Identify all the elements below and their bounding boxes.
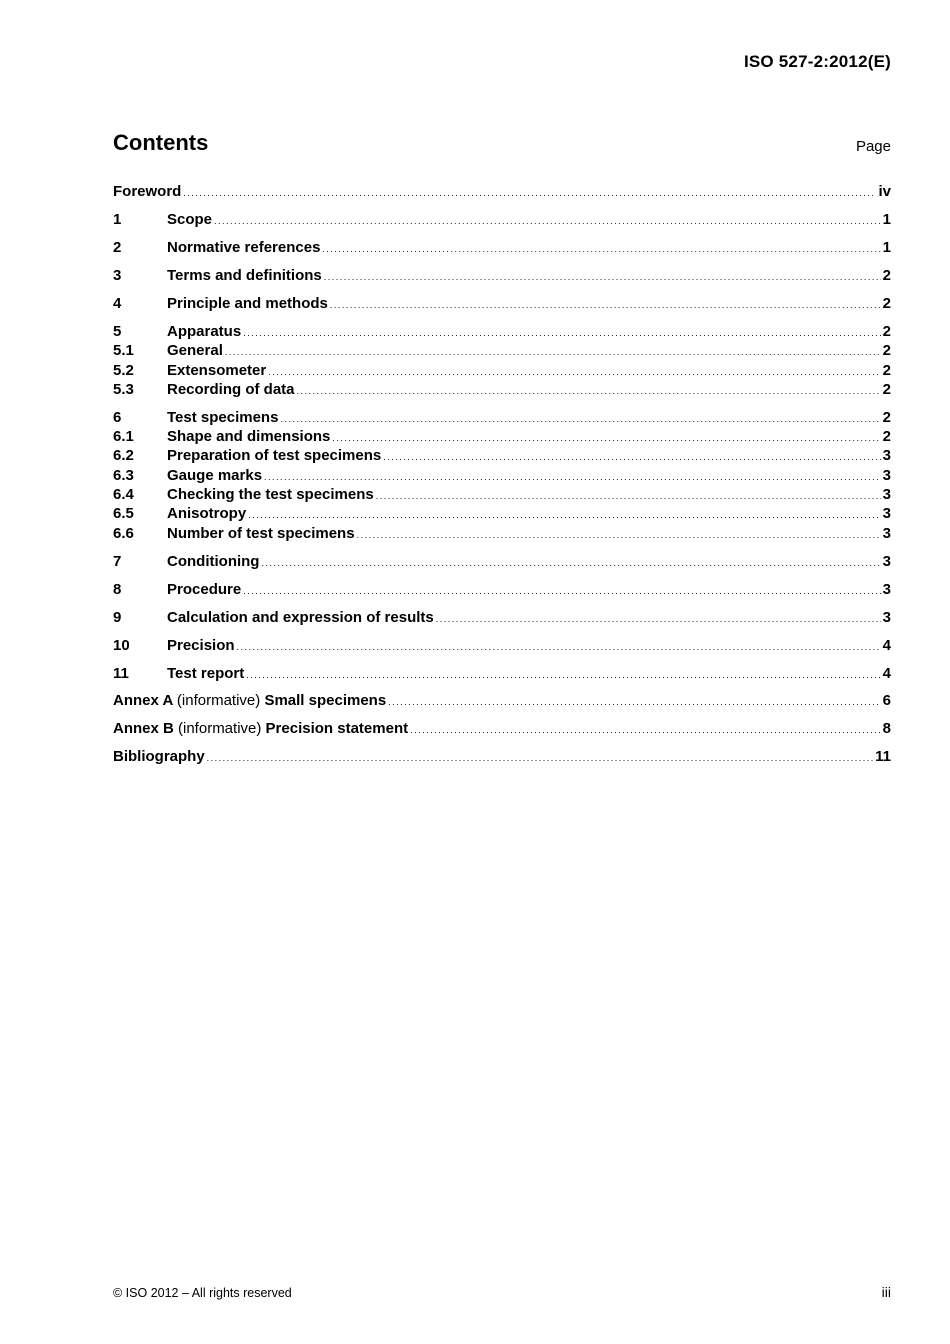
toc-number: 5.3 — [113, 380, 134, 398]
toc-page: 3 — [882, 447, 891, 465]
toc-title: Checking the test specimens — [167, 485, 374, 503]
toc-number: 5 — [113, 322, 122, 340]
toc-number: 6 — [113, 408, 122, 426]
dot-leader — [243, 324, 880, 343]
toc-title — [113, 719, 408, 738]
dot-leader — [388, 693, 880, 712]
dot-leader — [357, 526, 881, 545]
toc-page: 1 — [882, 238, 891, 256]
dot-leader — [280, 410, 880, 429]
toc-entry-normative-references[interactable] — [113, 238, 891, 257]
toc-page: 2 — [882, 361, 891, 379]
dot-leader — [183, 184, 876, 203]
toc-number: 10 — [113, 636, 130, 654]
toc-page: iv — [878, 183, 891, 200]
toc-entry-extensometer[interactable] — [113, 361, 891, 380]
dot-leader — [261, 554, 880, 573]
toc-page: 3 — [882, 608, 891, 626]
toc-page: 2 — [882, 408, 891, 426]
dot-leader — [207, 749, 873, 768]
dot-leader — [332, 429, 880, 448]
toc-title: Extensometer — [167, 361, 267, 379]
toc-entry-gauge-marks[interactable] — [113, 466, 891, 485]
toc-title: Procedure — [167, 580, 242, 598]
toc-title: Test report — [167, 664, 245, 682]
toc-entry-scope[interactable] — [113, 210, 891, 229]
toc-title: Recording of data — [167, 380, 295, 398]
toc-number: 1 — [113, 210, 122, 228]
dot-leader — [243, 582, 880, 601]
toc-page: 1 — [882, 210, 891, 228]
toc-number: 8 — [113, 580, 122, 598]
footer-copyright: © ISO 2012 – All rights reserved — [113, 1286, 292, 1300]
toc-page: 8 — [882, 720, 891, 738]
toc-title: Terms and definitions — [167, 266, 322, 284]
toc-number: 7 — [113, 552, 122, 570]
toc-entry-test-specimens[interactable] — [113, 408, 891, 427]
toc-title — [113, 691, 386, 710]
dot-leader — [322, 240, 880, 259]
toc-page: 2 — [882, 322, 891, 340]
toc-number: 5.2 — [113, 361, 134, 379]
dot-leader — [376, 487, 881, 506]
toc-title: General — [167, 342, 223, 360]
toc-title: Test specimens — [167, 408, 279, 426]
toc-entry-bibliography[interactable] — [113, 747, 891, 766]
dot-leader — [324, 268, 881, 287]
toc-title: Apparatus — [167, 322, 242, 340]
toc-title: Shape and dimensions — [167, 428, 331, 446]
toc-page: 3 — [882, 552, 891, 570]
annex-title: Small specimens — [264, 692, 387, 710]
toc-number: 4 — [113, 294, 122, 312]
toc-page: 2 — [882, 342, 891, 360]
toc-number: 9 — [113, 608, 122, 626]
footer-page-number: iii — [881, 1284, 891, 1300]
toc-number: 6.5 — [113, 505, 134, 523]
toc-entry-recording-of-data[interactable] — [113, 380, 891, 399]
toc-number: 2 — [113, 238, 122, 256]
toc-page: 2 — [882, 266, 891, 284]
toc-title: Number of test specimens — [167, 524, 355, 542]
toc-page: 4 — [882, 664, 891, 682]
toc-title: Bibliography — [113, 748, 205, 766]
toc-entry-conditioning[interactable] — [113, 552, 891, 571]
toc-page: 2 — [882, 294, 891, 312]
toc-title: Preparation of test specimens — [167, 447, 382, 465]
toc-number: 6.6 — [113, 524, 134, 542]
contents-title: Contents — [113, 130, 209, 155]
toc-title: Scope — [167, 210, 213, 228]
annex-type: (informative) — [176, 692, 261, 710]
toc-page: 3 — [882, 524, 891, 542]
toc-page: 3 — [882, 466, 891, 484]
page-column-label: Page — [855, 138, 891, 155]
toc-entry-number-of-test-specimens[interactable] — [113, 524, 891, 543]
toc-page: 3 — [882, 580, 891, 598]
toc-number: 11 — [113, 664, 129, 682]
document-code: ISO 527-2:2012(E) — [743, 52, 891, 71]
toc-entry-shape-and-dimensions[interactable] — [113, 427, 891, 446]
toc-entry-principle-and-methods[interactable] — [113, 294, 891, 313]
toc-number: 6.3 — [113, 466, 134, 484]
dot-leader — [225, 343, 881, 362]
dot-leader — [268, 363, 880, 382]
toc-title: Calculation and expression of results — [167, 608, 434, 626]
dot-leader — [330, 296, 881, 315]
dot-leader — [248, 506, 880, 525]
annex-label: Annex B — [113, 720, 174, 738]
toc-title: Normative references — [167, 238, 321, 256]
toc-entry-anisotropy[interactable] — [113, 504, 891, 523]
toc-entry-annex-b[interactable] — [113, 719, 891, 738]
annex-label: Annex A — [113, 692, 173, 710]
toc-entry-procedure[interactable] — [113, 580, 891, 599]
toc-entry-precision[interactable] — [113, 636, 891, 655]
toc-number: 5.1 — [113, 342, 134, 360]
dot-leader — [436, 610, 881, 629]
dot-leader — [410, 721, 881, 740]
dot-leader — [214, 212, 881, 231]
toc-entry-apparatus[interactable] — [113, 322, 891, 341]
toc-entry-terms-and-definitions[interactable] — [113, 266, 891, 285]
toc-title: Conditioning — [167, 552, 260, 570]
toc-entry-test-report[interactable] — [113, 664, 891, 683]
toc-title: Precision — [167, 636, 235, 654]
toc-number: 6.1 — [113, 428, 134, 446]
toc-page: 3 — [882, 485, 891, 503]
toc-title: Anisotropy — [167, 505, 247, 523]
toc-number: 3 — [113, 266, 122, 284]
toc-entry-checking-the-test-specimens[interactable] — [113, 485, 891, 504]
toc-page: 3 — [882, 505, 891, 523]
toc-title: Foreword — [113, 183, 182, 200]
dot-leader — [383, 448, 880, 467]
annex-title: Precision statement — [265, 720, 409, 738]
dot-leader — [264, 468, 881, 487]
toc-entry-annex-a[interactable] — [113, 691, 891, 710]
dot-leader — [237, 638, 881, 657]
toc-page: 4 — [882, 636, 891, 654]
toc-title: Principle and methods — [167, 294, 328, 312]
toc-entry-preparation-of-test-specimens[interactable] — [113, 446, 891, 465]
toc-title: Gauge marks — [167, 466, 263, 484]
dot-leader — [297, 382, 881, 401]
toc-page: 2 — [882, 428, 891, 446]
toc-number: 6.4 — [113, 485, 134, 503]
toc-number: 6.2 — [113, 447, 134, 465]
annex-type: (informative) — [178, 720, 262, 738]
toc-page: 11 — [875, 748, 891, 766]
table-of-contents — [113, 182, 891, 767]
toc-entry-calculation-and-expression-of-results[interactable] — [113, 608, 891, 627]
contents-header — [113, 130, 891, 160]
dot-leader — [246, 666, 880, 685]
toc-entry-foreword[interactable] — [113, 182, 891, 201]
toc-page: 2 — [882, 380, 891, 398]
toc-entry-general[interactable] — [113, 341, 891, 360]
toc-page: 6 — [882, 692, 891, 710]
